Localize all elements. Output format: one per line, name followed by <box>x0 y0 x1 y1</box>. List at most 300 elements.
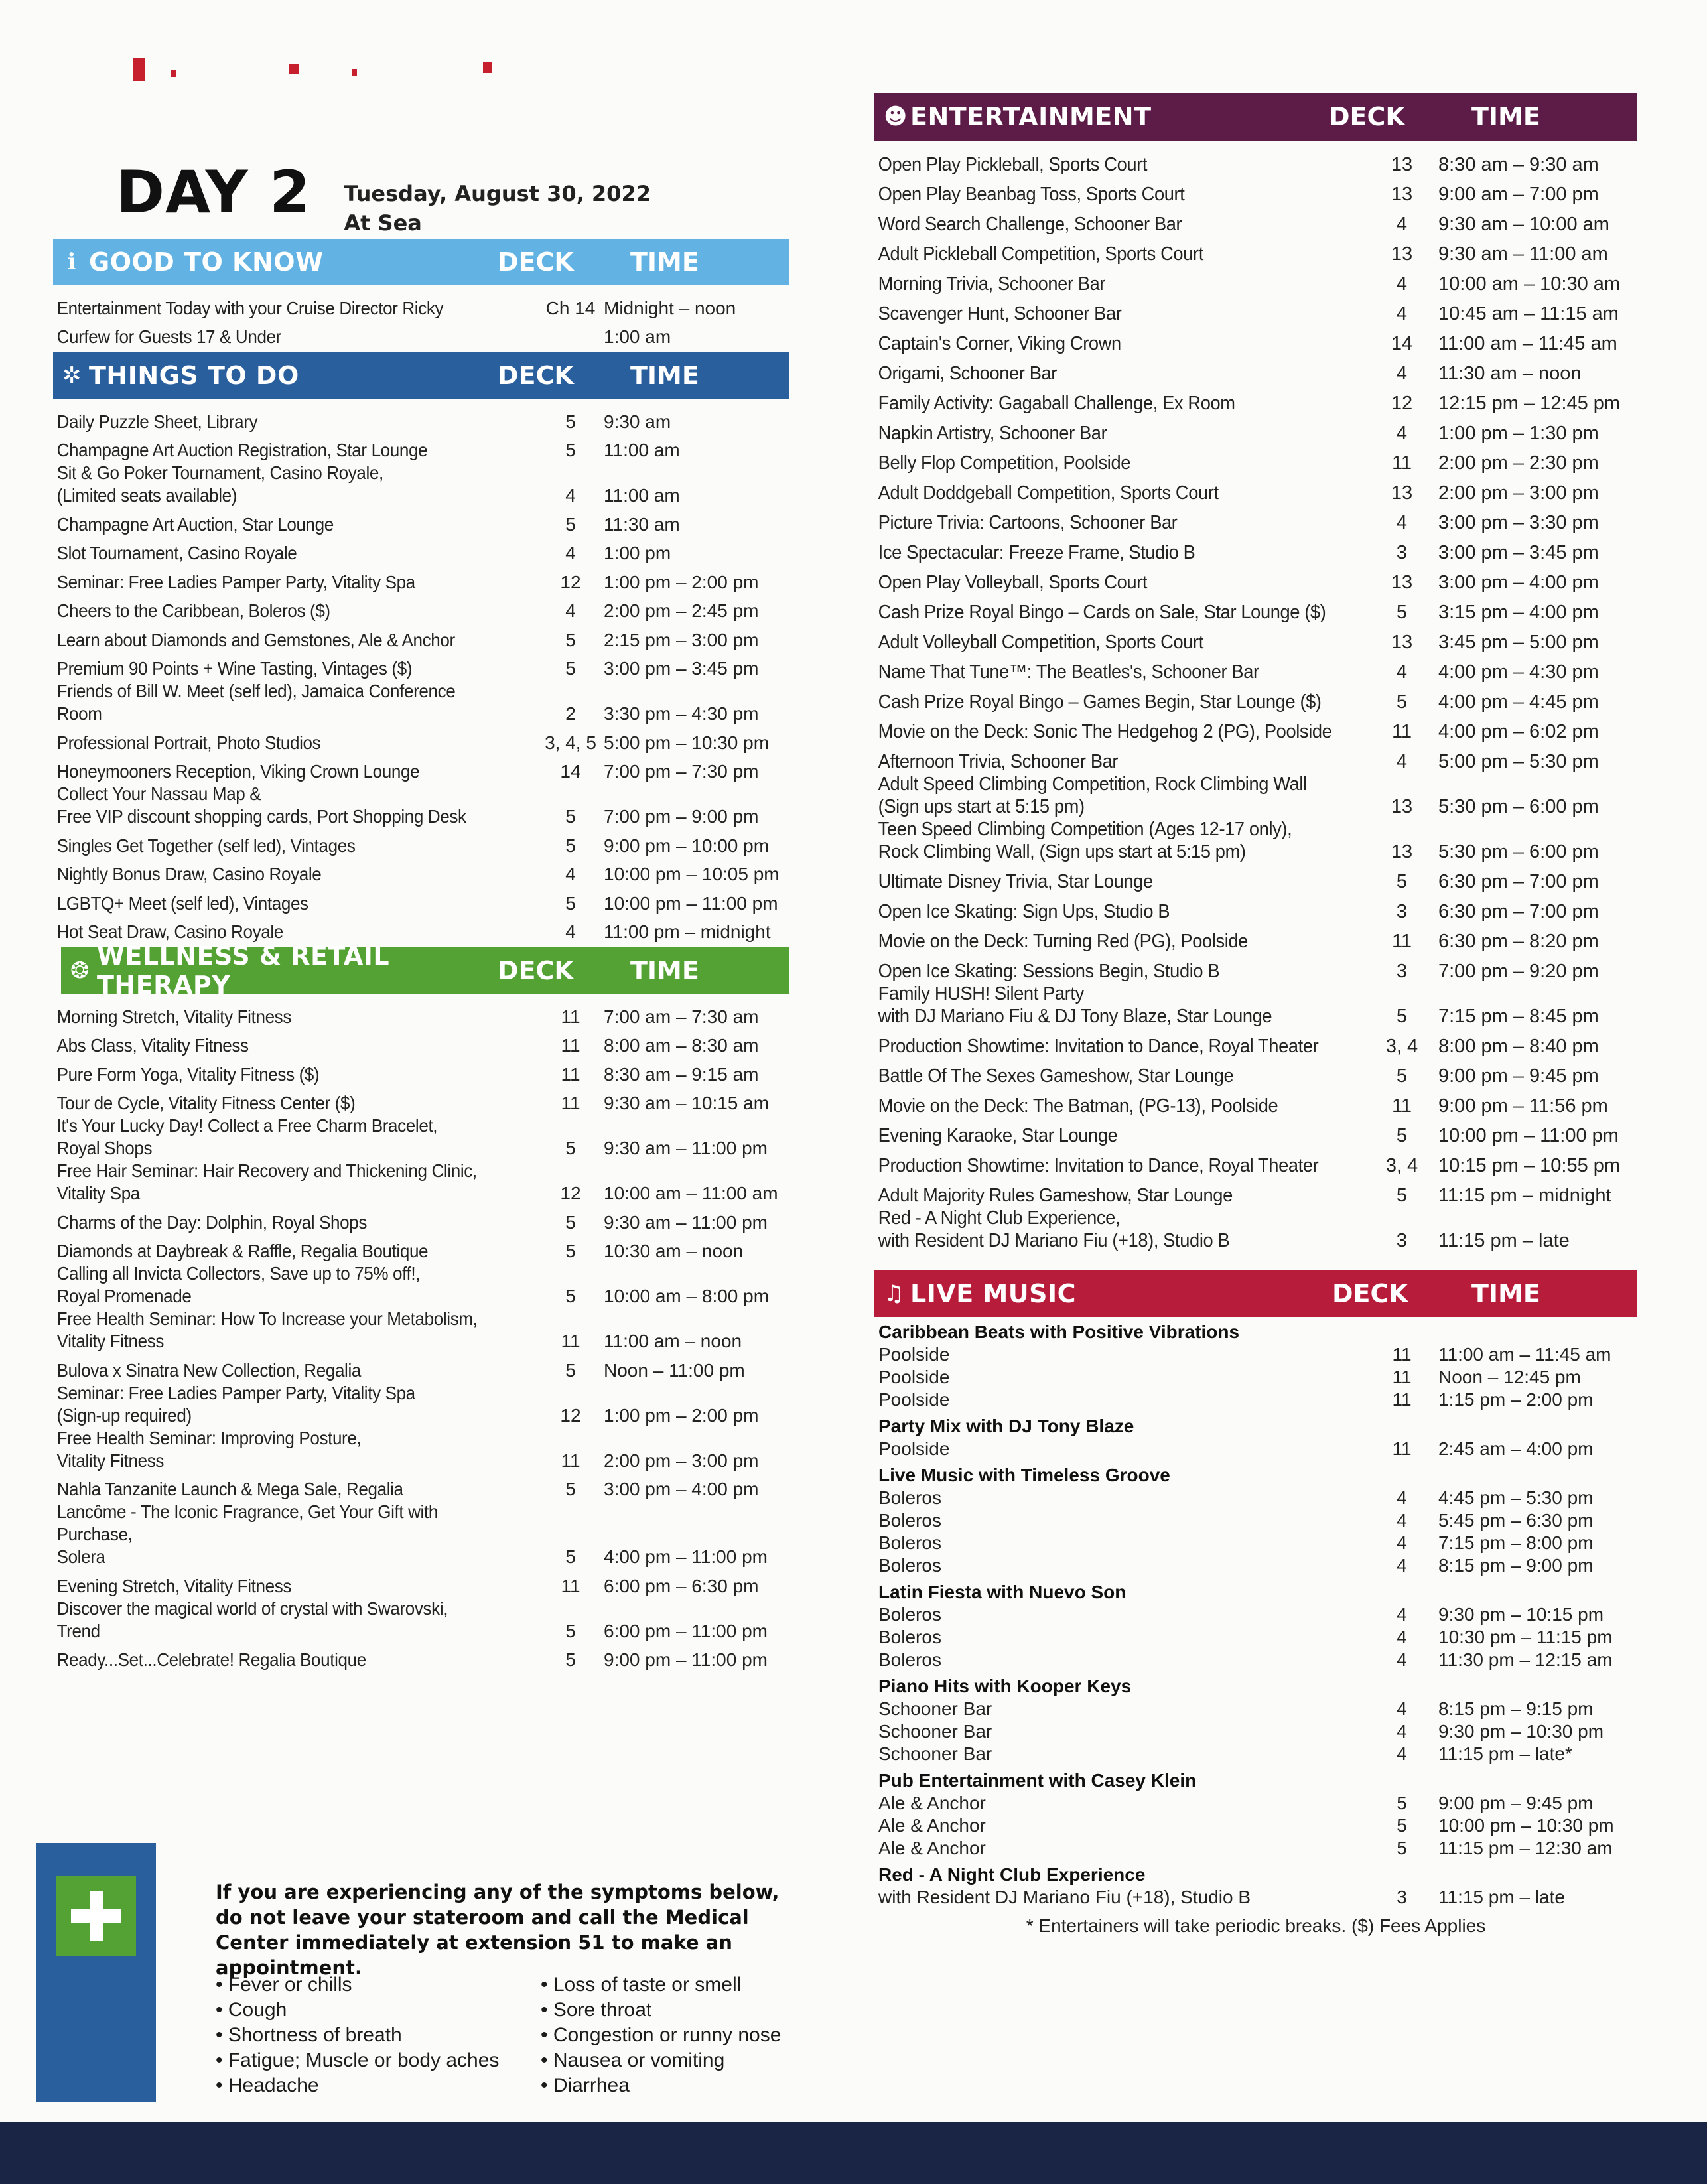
music-group-title: Piano Hits with Kooper Keys <box>878 1676 1132 1696</box>
event-name: Napkin Artistry, Schooner Bar <box>878 423 1107 444</box>
deck-number: 5 <box>1396 602 1408 623</box>
things-to-do-list <box>53 399 789 947</box>
event-time: Noon – 11:00 pm <box>604 1359 745 1381</box>
section-title: LIVE MUSIC <box>910 1279 1077 1308</box>
venue: Ale & Anchor <box>878 1815 986 1836</box>
symptoms-list-a <box>216 1972 541 2098</box>
schedule-row <box>53 1263 789 1308</box>
event-name: Tour de Cycle, Vitality Fitness Center ($) <box>56 1093 356 1113</box>
schedule-row <box>53 462 789 507</box>
event-name: Movie on the Deck: Sonic The Hedgehog 2 (PG), Poolside <box>878 721 1332 742</box>
day-date: Tuesday, August 30, 2022 <box>344 181 651 206</box>
time-header: TIME <box>630 361 699 390</box>
deck-number: 5 <box>565 513 576 535</box>
deck-number: 11 <box>561 1035 580 1056</box>
deck-number: 4 <box>1397 1510 1407 1531</box>
event-time: 7:00 pm – 9:20 pm <box>1438 961 1599 982</box>
event-time: 3:00 pm – 4:00 pm <box>604 1479 759 1499</box>
event-name: Open Ice Skating: Sessions Begin, Studio B <box>878 961 1220 982</box>
music-row <box>874 1720 1637 1743</box>
symptoms-list-b <box>541 1972 781 2098</box>
event-time: 6:00 pm – 11:00 pm <box>604 1620 768 1641</box>
event-time: 8:30 am – 9:30 am <box>1438 154 1599 175</box>
event-time: 11:30 am – noon <box>1438 363 1582 384</box>
venue: with Resident DJ Mariano Fiu (+18), Studio B <box>878 1887 1251 1907</box>
event-time: 2:00 pm – 2:30 pm <box>1438 452 1599 474</box>
event-time: 11:15 pm – 12:30 am <box>1438 1838 1613 1858</box>
event-name: Entertainment Today with your Cruise Director Ricky <box>56 297 444 318</box>
event-time: 6:00 pm – 6:30 pm <box>604 1575 759 1596</box>
deck-header: DECK <box>498 361 574 390</box>
event-time: 11:15 pm – late <box>1438 1230 1570 1251</box>
deck-number: 12 <box>1391 393 1413 414</box>
schedule-row <box>53 1057 789 1086</box>
event-name: Belly Flop Competition, Poolside <box>878 452 1131 474</box>
schedule-row <box>53 1568 789 1598</box>
event-time: 8:30 am – 9:15 am <box>604 1063 759 1085</box>
schedule-row <box>53 651 789 681</box>
symptom: • Fever or chills <box>216 1972 541 1998</box>
event-name: Production Showtime: Invitation to Dance, Royal Theater <box>878 1155 1319 1176</box>
event-name: Open Play Beanbag Toss, Sports Court <box>878 184 1185 205</box>
header-marks <box>133 58 504 85</box>
event-time: 4:00 pm – 6:02 pm <box>1438 721 1599 742</box>
deck-number: 5 <box>1397 1815 1407 1836</box>
deck-number: 4 <box>565 600 576 621</box>
event-time: 8:15 pm – 9:15 pm <box>1438 1698 1594 1719</box>
event-name: Lancôme - The Iconic Fragrance, Get Your Gift with Purchase, Solera <box>56 1501 438 1567</box>
theater-masks-icon: ☻ <box>884 103 908 130</box>
event-name: Premium 90 Points + Wine Tasting, Vintages ($) <box>56 658 413 679</box>
event-name: Movie on the Deck: The Batman, (PG-13), Poolside <box>878 1095 1278 1117</box>
deck-number: 11 <box>1392 1367 1412 1387</box>
event-name: Curfew for Guests 17 & Under <box>56 326 281 347</box>
music-row <box>874 1792 1637 1814</box>
event-name: Seminar: Free Ladies Pamper Party, Vitality Spa <box>56 571 415 592</box>
deck-number: 4 <box>1396 423 1408 444</box>
event-name: Slot Tournament, Casino Royale <box>56 543 297 563</box>
deck-number: 4 <box>1397 1721 1407 1741</box>
event-time: 11:15 pm – late* <box>1438 1743 1572 1764</box>
schedule-row <box>874 265 1637 295</box>
event-time: 7:00 pm – 7:30 pm <box>604 761 759 782</box>
schedule-row <box>53 725 789 754</box>
deck-number: 5 <box>1397 1793 1407 1813</box>
event-time: Midnight – noon <box>604 297 736 318</box>
schedule-row <box>874 176 1637 206</box>
schedule-row <box>874 325 1637 355</box>
venue: Boleros <box>878 1649 941 1670</box>
venue: Poolside <box>878 1389 950 1410</box>
live-music-header <box>874 1270 1637 1317</box>
music-group-title: Latin Fiesta with Nuevo Son <box>878 1582 1127 1602</box>
schedule-row <box>874 594 1637 624</box>
deck-number: 4 <box>1397 1487 1407 1508</box>
schedule-row <box>874 743 1637 773</box>
deck-number: 3 <box>1397 1887 1407 1907</box>
schedule-row <box>874 385 1637 415</box>
event-time: 8:00 am – 8:30 am <box>604 1035 759 1056</box>
event-name: Friends of Bill W. Meet (self led), Jamaica Conference Room <box>56 681 456 724</box>
event-name: Adult Pickleball Competition, Sports Court <box>878 243 1203 265</box>
deck-number: 5 <box>565 1359 576 1381</box>
schedule-row <box>53 507 789 536</box>
music-row <box>874 1509 1637 1532</box>
day-header <box>116 159 789 239</box>
event-name: Professional Portrait, Photo Studios <box>56 732 321 753</box>
event-name: Ready...Set...Celebrate! Regalia Boutique <box>56 1649 366 1670</box>
schedule-row <box>53 999 789 1028</box>
schedule-row <box>53 1234 789 1263</box>
schedule-row <box>53 1028 789 1058</box>
schedule-row <box>53 783 789 828</box>
schedule-row <box>874 923 1637 953</box>
deck-number: 3, 4 <box>1385 1036 1418 1057</box>
symptom: • Cough <box>216 1998 541 2023</box>
schedule-row <box>874 1058 1637 1087</box>
section-title: WELLNESS & RETAIL THERAPY <box>97 941 390 1000</box>
deck-number: 4 <box>1397 1604 1407 1625</box>
event-name: Ultimate Disney Trivia, Star Lounge <box>878 871 1153 892</box>
event-name: Picture Trivia: Cartoons, Schooner Bar <box>878 512 1178 533</box>
venue: Ale & Anchor <box>878 1793 986 1813</box>
event-time: 9:30 pm – 10:30 pm <box>1438 1721 1604 1741</box>
event-name: Origami, Schooner Bar <box>878 363 1058 384</box>
venue: Schooner Bar <box>878 1743 992 1764</box>
music-row <box>874 1649 1637 1671</box>
event-name: Family Activity: Gagaball Challenge, Ex Room <box>878 393 1235 414</box>
event-name: Champagne Art Auction, Star Lounge <box>56 513 334 535</box>
music-row <box>874 1837 1637 1860</box>
event-time: 9:00 pm – 9:45 pm <box>1438 1065 1599 1087</box>
event-name: Movie on the Deck: Turning Red (PG), Poolside <box>878 931 1248 952</box>
deck-number: 5 <box>1397 1838 1407 1858</box>
entertainment-header <box>874 93 1637 141</box>
event-time: 9:00 am – 7:00 pm <box>1438 184 1599 205</box>
music-group <box>874 1769 1637 1860</box>
deck-number: 4 <box>1397 1743 1407 1764</box>
star-icon: ✲ <box>62 362 82 389</box>
event-time: 5:30 pm – 6:00 pm <box>1438 841 1599 862</box>
venue: Boleros <box>878 1533 941 1553</box>
schedule-row <box>53 1598 789 1643</box>
venue: Schooner Bar <box>878 1698 992 1719</box>
event-name: Abs Class, Vitality Fitness <box>56 1035 249 1056</box>
music-note-icon: ♫ <box>884 1280 904 1307</box>
health-notice <box>36 1843 826 2102</box>
event-time: 10:00 pm – 10:30 pm <box>1438 1815 1614 1836</box>
event-name: Adult Majority Rules Gameshow, Star Lounge <box>878 1185 1233 1206</box>
deck-number: 4 <box>1397 1533 1407 1553</box>
deck-number: 13 <box>1391 243 1413 265</box>
event-time: 5:45 pm – 6:30 pm <box>1438 1510 1594 1531</box>
music-group <box>874 1864 1637 1909</box>
schedule-row <box>53 433 789 462</box>
deck-number: Ch 14 <box>545 297 596 318</box>
section-title: THINGS TO DO <box>89 361 299 390</box>
music-row <box>874 1604 1637 1626</box>
left-column <box>53 159 789 1675</box>
music-row <box>874 1438 1637 1460</box>
good-to-know-header <box>53 239 789 285</box>
event-time: 3:00 pm – 4:00 pm <box>1438 572 1599 593</box>
deck-number: 13 <box>1391 632 1413 653</box>
schedule-row <box>53 1086 789 1115</box>
event-time: 1:00 pm – 2:00 pm <box>604 1404 759 1426</box>
event-name: Ice Spectacular: Freeze Frame, Studio B <box>878 542 1195 563</box>
event-name: Red - A Night Club Experience, with Resident DJ Mariano Fiu (+18), Studio B <box>878 1207 1230 1251</box>
schedule-row <box>874 236 1637 265</box>
music-row <box>874 1698 1637 1720</box>
event-time: 9:30 am – 11:00 am <box>1438 243 1608 265</box>
deck-number: 13 <box>1391 482 1413 504</box>
schedule-row <box>53 404 789 433</box>
deck-number: 5 <box>1396 871 1408 892</box>
entertainment-list <box>874 141 1637 1256</box>
event-time: 11:00 am – 11:45 am <box>1438 333 1617 354</box>
schedule-row <box>53 1353 789 1382</box>
event-time: 11:00 am <box>604 485 680 506</box>
deck-number: 4 <box>1396 303 1408 324</box>
event-name: Singles Get Together (self led), Vintages <box>56 835 356 856</box>
music-group <box>874 1415 1637 1460</box>
event-time: 9:30 am <box>604 411 671 432</box>
deck-number: 4 <box>1396 363 1408 384</box>
deck-number: 11 <box>1391 931 1412 952</box>
deck-number: 5 <box>1396 691 1408 713</box>
day-title: DAY 2 <box>116 158 311 226</box>
schedule-row <box>874 953 1637 983</box>
schedule-row <box>53 680 789 725</box>
bottom-band <box>0 2122 1707 2184</box>
music-row <box>874 1743 1637 1765</box>
event-name: Open Ice Skating: Sign Ups, Studio B <box>878 901 1170 922</box>
event-time: 9:00 pm – 11:00 pm <box>604 1649 768 1670</box>
event-time: 10:15 pm – 10:55 pm <box>1438 1155 1621 1176</box>
medical-cross-icon <box>56 1876 136 1956</box>
music-row <box>874 1626 1637 1649</box>
schedule-row <box>53 291 789 320</box>
event-time: 10:00 pm – 10:05 pm <box>604 864 780 884</box>
deck-number: 5 <box>565 1241 576 1261</box>
schedule-row <box>874 564 1637 594</box>
schedule-row <box>53 886 789 915</box>
time-header: TIME <box>1471 102 1540 131</box>
event-time: 2:00 pm – 2:45 pm <box>604 600 759 621</box>
event-name: Pure Form Yoga, Vitality Fitness ($) <box>56 1063 320 1085</box>
event-time: 10:45 am – 11:15 am <box>1438 303 1619 324</box>
deck-number: 5 <box>565 835 576 856</box>
schedule-row <box>874 818 1637 863</box>
event-time: 6:30 pm – 7:00 pm <box>1438 871 1599 892</box>
schedule-row <box>874 983 1637 1028</box>
event-name: Name That Tune™: The Beatles's, Schooner Bar <box>878 661 1259 683</box>
deck-number: 11 <box>561 1006 580 1027</box>
event-time: 9:30 am – 10:00 am <box>1438 214 1609 235</box>
music-group-title: Live Music with Timeless Groove <box>878 1465 1170 1485</box>
event-time: 8:00 pm – 8:40 pm <box>1438 1036 1599 1057</box>
schedule-row <box>53 915 789 944</box>
symptom: • Congestion or runny nose <box>541 2023 781 2048</box>
symptom: • Fatigue; Muscle or body aches <box>216 2048 541 2073</box>
schedule-row <box>53 1643 789 1672</box>
schedule-row <box>53 828 789 857</box>
event-time: 2:15 pm – 3:00 pm <box>604 629 759 650</box>
event-time: 2:45 am – 4:00 pm <box>1438 1438 1594 1459</box>
health-message: If you are experiencing any of the symptoms below, do not leave your stateroom and call the Medical Center immediately at extension 51 to make an appointment. <box>216 1881 780 1979</box>
music-row <box>874 1487 1637 1509</box>
event-name: Production Showtime: Invitation to Dance, Royal Theater <box>878 1036 1319 1057</box>
event-name: Cash Prize Royal Bingo – Games Begin, Star Lounge ($) <box>878 691 1322 713</box>
deck-number: 3, 4, 5 <box>545 732 596 753</box>
event-time: 9:30 am – 10:15 am <box>604 1093 770 1113</box>
event-name: Family HUSH! Silent Party with DJ Mariano Fiu & DJ Tony Blaze, Star Lounge <box>878 983 1272 1027</box>
deck-number: 3, 4 <box>1385 1155 1418 1176</box>
event-name: Cash Prize Royal Bingo – Cards on Sale, Star Lounge ($) <box>878 602 1326 623</box>
event-name: Evening Stretch, Vitality Fitness <box>56 1575 292 1596</box>
event-time: 1:15 pm – 2:00 pm <box>1438 1389 1594 1410</box>
event-time: Noon – 12:45 pm <box>1438 1367 1581 1387</box>
day-location: At Sea <box>344 210 422 236</box>
schedule-row <box>53 857 789 886</box>
schedule-row <box>874 653 1637 683</box>
event-time: 9:00 pm – 10:00 pm <box>604 835 770 856</box>
deck-number: 5 <box>565 1620 576 1641</box>
event-time: 4:00 pm – 11:00 pm <box>604 1546 768 1567</box>
deck-number: 11 <box>1392 1389 1412 1410</box>
event-name: Open Play Volleyball, Sports Court <box>878 572 1148 593</box>
symptom: • Sore throat <box>541 1998 781 2023</box>
schedule-row <box>874 893 1637 923</box>
schedule-row <box>53 1308 789 1353</box>
deck-number: 4 <box>565 864 576 884</box>
schedule-row <box>53 1115 789 1160</box>
event-name: Morning Trivia, Schooner Bar <box>878 273 1106 295</box>
event-name: Open Play Pickleball, Sports Court <box>878 154 1148 175</box>
venue: Poolside <box>878 1344 950 1365</box>
deck-number: 3 <box>1396 542 1408 563</box>
event-name: Captain's Corner, Viking Crown <box>878 333 1121 354</box>
deck-number: 5 <box>565 1286 576 1306</box>
deck-number: 4 <box>1396 512 1408 533</box>
deck-number: 5 <box>1396 1065 1408 1087</box>
symptom: • Loss of taste or smell <box>541 1972 781 1998</box>
schedule-row <box>874 624 1637 653</box>
deck-number: 11 <box>561 1331 580 1351</box>
music-row <box>874 1814 1637 1837</box>
venue: Boleros <box>878 1487 941 1508</box>
schedule-row <box>874 415 1637 444</box>
event-name: Hot Seat Draw, Casino Royale <box>56 921 283 942</box>
event-time: 11:00 am – 11:45 am <box>1438 1344 1611 1365</box>
event-time: 10:00 am – 8:00 pm <box>604 1286 770 1306</box>
deck-number: 11 <box>1392 1344 1412 1365</box>
music-group-title: Party Mix with DJ Tony Blaze <box>878 1416 1134 1436</box>
event-time: 10:00 am – 11:00 am <box>604 1183 778 1203</box>
event-time: 10:30 pm – 11:15 pm <box>1438 1627 1613 1647</box>
event-name: Seminar: Free Ladies Pamper Party, Vitality Spa (Sign-up required) <box>56 1382 415 1426</box>
event-time: 3:00 pm – 3:30 pm <box>1438 512 1599 533</box>
event-name: Adult Speed Climbing Competition, Rock Climbing Wall (Sign ups start at 5:15 pm) <box>878 774 1307 817</box>
symptom-lists <box>216 1972 826 2098</box>
schedule-row <box>874 1087 1637 1117</box>
event-name: Free Hair Seminar: Hair Recovery and Thickening Clinic, Vitality Spa <box>56 1160 477 1203</box>
event-time: 9:30 am – 11:00 pm <box>604 1211 768 1233</box>
deck-number: 5 <box>565 1138 576 1158</box>
deck-number: 11 <box>561 1093 580 1113</box>
event-time: 11:15 pm – late <box>1438 1887 1565 1907</box>
symptom: • Nausea or vomiting <box>541 2048 781 2073</box>
event-time: 6:30 pm – 7:00 pm <box>1438 901 1599 922</box>
day-meta <box>344 179 651 238</box>
music-row <box>874 1886 1637 1909</box>
event-name: Charms of the Day: Dolphin, Royal Shops <box>56 1211 368 1233</box>
music-group-title: Caribbean Beats with Positive Vibrations <box>878 1322 1240 1342</box>
venue: Schooner Bar <box>878 1721 992 1741</box>
schedule-row <box>53 594 789 623</box>
music-row <box>874 1554 1637 1577</box>
event-time: 1:00 pm – 1:30 pm <box>1438 423 1599 444</box>
music-group <box>874 1675 1637 1765</box>
schedule-row <box>874 295 1637 325</box>
event-time: 11:30 am <box>604 513 680 535</box>
event-time: 6:30 pm – 8:20 pm <box>1438 931 1599 952</box>
deck-number: 5 <box>565 806 576 827</box>
event-time: 9:30 pm – 10:15 pm <box>1438 1604 1604 1625</box>
deck-number: 5 <box>565 411 576 432</box>
event-time: 3:30 pm – 4:30 pm <box>604 703 759 724</box>
schedule-row <box>53 622 789 651</box>
event-time: 7:00 am – 7:30 am <box>604 1006 759 1027</box>
things-to-do-header <box>53 352 789 399</box>
schedule-row <box>874 1177 1637 1207</box>
schedule-row <box>53 754 789 784</box>
deck-number: 2 <box>565 703 576 724</box>
time-header: TIME <box>630 956 699 985</box>
event-time: 12:15 pm – 12:45 pm <box>1438 393 1621 414</box>
deck-number: 3 <box>1396 901 1408 922</box>
deck-number: 12 <box>560 1404 581 1426</box>
schedule-row <box>874 206 1637 236</box>
event-time: 10:00 pm – 11:00 pm <box>1438 1125 1619 1146</box>
event-name: Diamonds at Daybreak & Raffle, Regalia Boutique <box>56 1241 429 1261</box>
venue: Boleros <box>878 1510 941 1531</box>
event-name: Cheers to the Caribbean, Boleros ($) <box>56 600 330 621</box>
deck-number: 13 <box>1391 154 1413 175</box>
venue: Boleros <box>878 1604 941 1625</box>
deck-number: 13 <box>1391 184 1413 205</box>
event-time: 5:00 pm – 10:30 pm <box>604 732 770 753</box>
deck-number: 5 <box>565 1546 576 1567</box>
event-name: Learn about Diamonds and Gemstones, Ale & Anchor <box>56 629 455 650</box>
schedule-row <box>874 1117 1637 1147</box>
event-time: 2:00 pm – 3:00 pm <box>604 1450 759 1471</box>
schedule-row <box>874 474 1637 504</box>
deck-number: 11 <box>561 1063 580 1085</box>
event-time: 11:00 pm – midnight <box>604 921 771 942</box>
event-time: 9:30 am – 11:00 pm <box>604 1138 768 1158</box>
event-name: Adult Volleyball Competition, Sports Court <box>878 632 1203 653</box>
schedule-row <box>53 1472 789 1501</box>
event-name: LGBTQ+ Meet (self led), Vintages <box>56 892 308 914</box>
deck-number: 14 <box>560 761 581 782</box>
schedule-row <box>874 863 1637 893</box>
deck-number: 13 <box>1391 796 1413 817</box>
deck-number: 4 <box>1397 1698 1407 1719</box>
deck-number: 3 <box>1396 1230 1408 1251</box>
event-time: 4:00 pm – 4:45 pm <box>1438 691 1599 713</box>
schedule-row <box>874 1207 1637 1252</box>
